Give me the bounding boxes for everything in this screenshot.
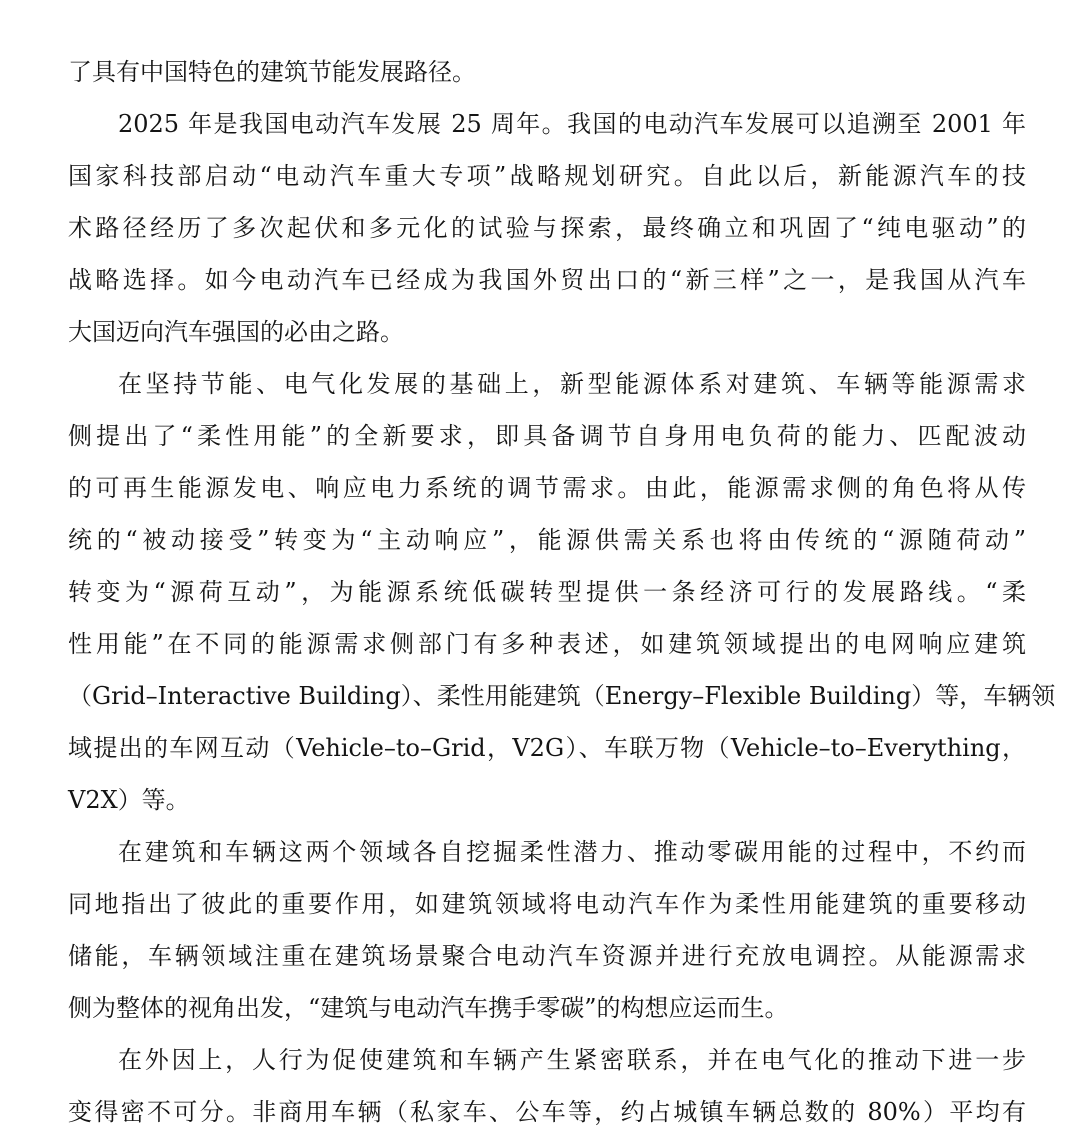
text-line: 侧提出了“柔性用能”的全新要求，即具备调节自身用电负荷的能力、匹配波动 <box>68 422 1026 450</box>
text-line: 国家科技部启动“电动汽车重大专项”战略规划研究。自此以后，新能源汽车的技 <box>68 162 1026 190</box>
text-line: 性用能”在不同的能源需求侧部门有多种表述，如建筑领域提出的电网响应建筑 <box>68 630 1026 658</box>
text-line: 了具有中国特色的建筑节能发展路径。 <box>68 58 476 86</box>
text-line: 统的“被动接受”转变为“主动响应”，能源供需关系也将由传统的“源随荷动” <box>68 526 1026 554</box>
text-line: 在建筑和车辆这两个领域各自挖掘柔性潜力、推动零碳用能的过程中，不约而 <box>118 838 1026 866</box>
text-line: 变得密不可分。非商用车辆（私家车、公车等，约占城镇车辆总数的 80%）平均有 <box>68 1098 1026 1126</box>
text-line: 储能，车辆领域注重在建筑场景聚合电动汽车资源并进行充放电调控。从能源需求 <box>68 942 1026 970</box>
text-line: 2025 年是我国电动汽车发展 25 周年。我国的电动汽车发展可以追溯至 2001 年 <box>118 110 1026 138</box>
text-line: 在外因上，人行为促使建筑和车辆产生紧密联系，并在电气化的推动下进一步 <box>118 1046 1026 1074</box>
text-line: 大国迈向汽车强国的必由之路。 <box>68 318 404 346</box>
text-line: 同地指出了彼此的重要作用，如建筑领域将电动汽车作为柔性用能建筑的重要移动 <box>68 890 1026 918</box>
text-line: 转变为“源荷互动”，为能源系统低碳转型提供一条经济可行的发展路线。“柔 <box>68 578 1026 606</box>
text-line: 术路径经历了多次起伏和多元化的试验与探索，最终确立和巩固了“纯电驱动”的 <box>68 214 1026 242</box>
text-line: 战略选择。如今电动汽车已经成为我国外贸出口的“新三样”之一，是我国从汽车 <box>68 266 1026 294</box>
text-line: 侧为整体的视角出发，“建筑与电动汽车携手零碳”的构想应运而生。 <box>68 994 789 1022</box>
text-line: 域提出的车网互动（Vehicle–to–Grid，V2G）、车联万物（Vehicle–to–Everything， <box>68 734 1026 762</box>
text-line: 在坚持节能、电气化发展的基础上，新型能源体系对建筑、车辆等能源需求 <box>118 370 1026 398</box>
text-line: V2X）等。 <box>68 786 190 814</box>
text-line: （Grid–Interactive Building）、柔性用能建筑（Energy–Flexible Building）等，车辆领 <box>68 682 1056 710</box>
text-line: 的可再生能源发电、响应电力系统的调节需求。由此，能源需求侧的角色将从传 <box>68 474 1026 502</box>
